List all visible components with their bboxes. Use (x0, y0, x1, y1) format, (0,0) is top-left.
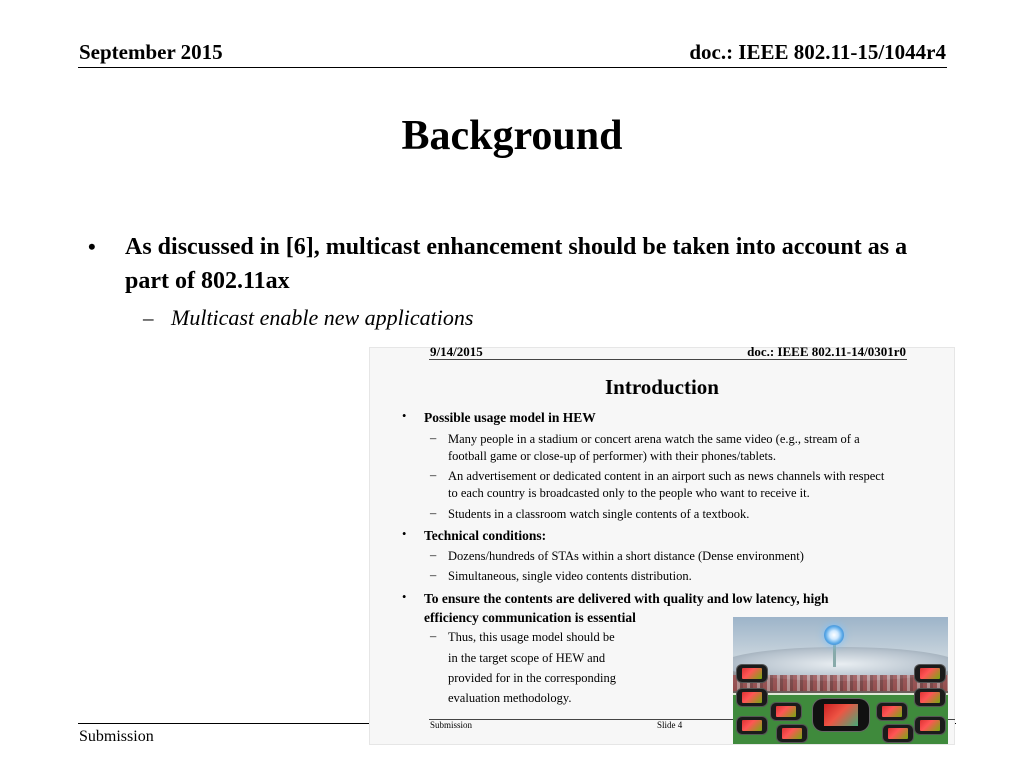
phone-icon (877, 703, 907, 720)
embedded-dash: – (430, 468, 437, 482)
embedded-text: in the target scope of HEW and (448, 651, 606, 665)
embedded-doc-number: doc.: IEEE 802.11-14/0301r0 (747, 347, 906, 359)
bullet-text: As discussed in [6], multicast enhancement should be taken into account as a part of 802.11ax (125, 234, 908, 294)
embedded-bullet-marker: • (402, 527, 407, 541)
embedded-text: provided for in the corresponding (448, 671, 617, 685)
header-doc-number: doc.: IEEE 802.11-15/1044r4 (689, 40, 946, 64)
embedded-text: to each country is broadcasted only to the people who want to receive it. (448, 486, 810, 500)
embedded-footer-submission: Submission (430, 720, 473, 730)
phone-icon (915, 665, 945, 682)
embedded-text: Thus, this usage model should be (448, 630, 615, 644)
embedded-text: Many people in a stadium or concert arena watch the same video (e.g., stream of a (448, 432, 860, 446)
embedded-dash: – (430, 568, 437, 582)
footer-submission: Submission (79, 728, 154, 745)
embedded-dash: – (430, 548, 437, 562)
bullet-marker: • (88, 234, 96, 259)
phone-icon (737, 665, 767, 682)
phone-icon (771, 703, 801, 720)
embedded-text: evaluation methodology. (448, 691, 572, 705)
antenna-tower (833, 643, 836, 667)
embedded-bullet-marker: • (402, 590, 407, 604)
embedded-text: Students in a classroom watch single contents of a textbook. (448, 507, 750, 521)
stadium-broadcast-photo (733, 617, 948, 744)
phone-icon (883, 725, 913, 742)
phone-icon (737, 689, 767, 706)
embedded-text: An advertisement or dedicated content in an airport such as news channels with respect (448, 469, 885, 483)
embedded-date: 9/14/2015 (430, 347, 483, 359)
embedded-text: Dozens/hundreds of STAs within a short distance (Dense environment) (448, 549, 804, 563)
embedded-bullet-3: To ensure the contents are delivered with quality and low latency, high (424, 591, 829, 606)
sub-bullet-marker: – (143, 306, 154, 330)
wireless-signal-icon (824, 625, 844, 645)
embedded-text: Simultaneous, single video contents distribution. (448, 569, 692, 583)
sub-bullet-text: Multicast enable new applications (171, 305, 474, 330)
embedded-footer-slide-number: Slide 4 (657, 720, 683, 730)
embedded-bullet-1: Possible usage model in HEW (424, 410, 596, 425)
header-date: September 2015 (79, 40, 223, 64)
embedded-title: Introduction (605, 375, 719, 399)
phone-icon (915, 717, 945, 734)
embedded-header-rule (429, 359, 907, 360)
handheld-console-icon (813, 699, 869, 731)
phone-icon (777, 725, 807, 742)
phone-icon (737, 717, 767, 734)
phone-icon (915, 689, 945, 706)
embedded-dash: – (430, 506, 437, 520)
embedded-slide-image (369, 347, 955, 745)
embedded-text: football game or close-up of performer) with their phones/tablets. (448, 449, 777, 463)
embedded-bullet-2: Technical conditions: (424, 528, 547, 543)
embedded-dash: – (430, 629, 437, 643)
embedded-bullet-3-cont: efficiency communication is essential (424, 610, 636, 625)
slide-title: Background (401, 113, 623, 159)
header-rule (78, 67, 947, 68)
embedded-dash: – (430, 431, 437, 445)
embedded-bullet-marker: • (402, 409, 407, 423)
